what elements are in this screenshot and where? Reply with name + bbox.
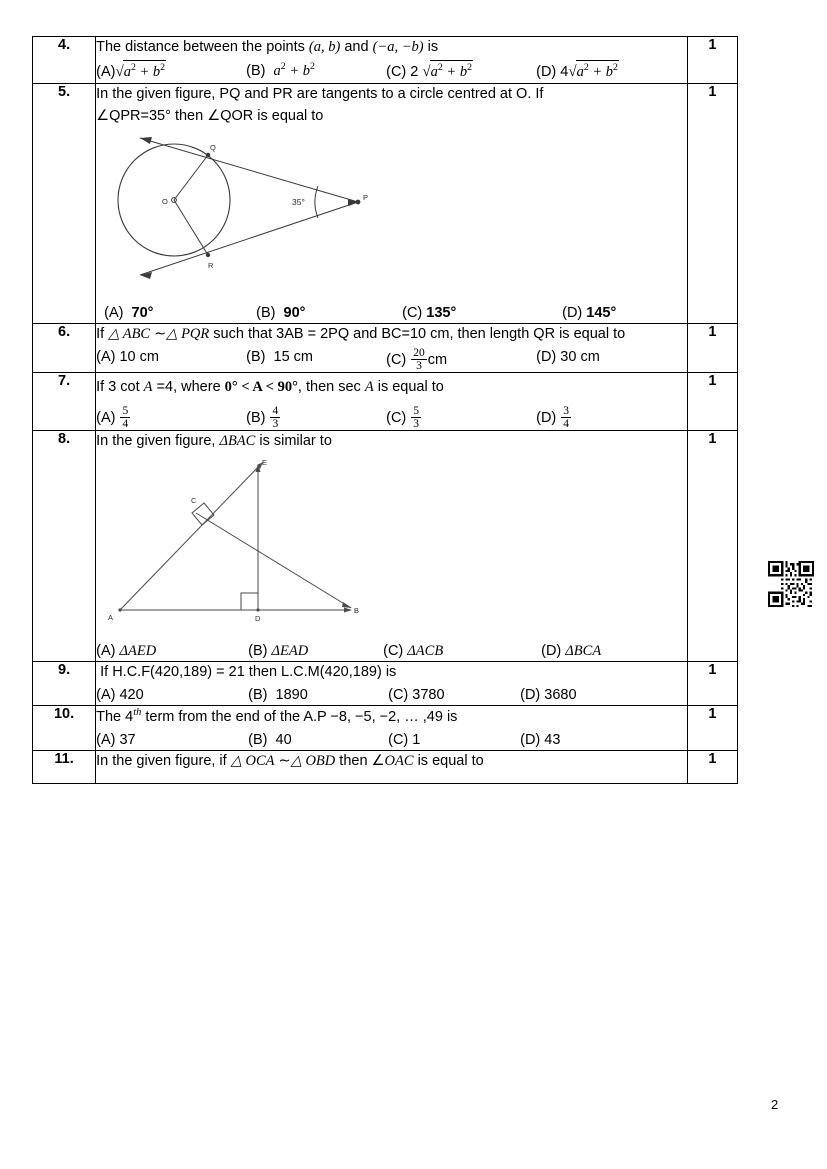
option-label: (C) (386, 409, 407, 426)
circle-tangents-figure (96, 128, 687, 300)
stem-text-c: , then sec (297, 378, 361, 395)
option-label: (C) (386, 351, 407, 368)
label-p: P (363, 192, 369, 202)
sqrt-expression: $√a^2 + b^2$ (568, 62, 618, 80)
option-label: (A) (96, 686, 116, 703)
circle-tangents-svg (96, 128, 628, 300)
option-5-a[interactable] (96, 303, 256, 323)
stem-text-c: such that 3AB = 2PQ and BC=10 cm, then length QR is equal to (209, 325, 626, 342)
option-value: 1 (412, 731, 421, 748)
similar-triangles-figure (96, 453, 687, 638)
option-7-a[interactable] (96, 405, 246, 430)
question-body-6 (96, 323, 688, 372)
sqrt-expression: $√a^2 + b^2$ (115, 62, 166, 80)
option-label: (D) (541, 642, 562, 659)
option-8-c[interactable] (383, 641, 541, 661)
options-10 (96, 730, 687, 750)
fraction-denominator: 4 (122, 417, 129, 430)
stem-text-mid: and (340, 39, 373, 55)
option-label: (B) (248, 731, 268, 748)
questions-table (32, 36, 738, 784)
fraction-denominator: 3 (416, 359, 422, 372)
option-label: (A) (96, 409, 116, 426)
fraction (270, 405, 280, 430)
option-label: (D) (536, 409, 557, 426)
option-value: 15 cm (273, 348, 314, 365)
option-10-d[interactable] (520, 730, 620, 750)
fraction (411, 405, 421, 430)
table-row (33, 372, 738, 430)
label-b: B (354, 605, 360, 615)
option-value: ΔACB (407, 642, 444, 659)
label-r: R (208, 260, 214, 270)
question-stem-8 (96, 431, 687, 451)
question-stem-6 (96, 324, 687, 344)
stem-triangle-abc: △ ABC (108, 325, 151, 342)
option-label: (A) (104, 304, 124, 321)
fraction (120, 405, 130, 430)
option-value: 3780 (412, 686, 445, 703)
options-9 (96, 685, 687, 705)
stem-text-a: The 4 (96, 708, 134, 725)
option-value: 30 cm (560, 348, 600, 365)
marks-6: 1 (687, 323, 737, 372)
stem-text-b: ∼ (274, 752, 291, 769)
option-label: (D) (520, 686, 541, 703)
label-q: Q (210, 142, 216, 152)
option-value: 90° (283, 304, 306, 321)
fraction (561, 405, 571, 430)
fraction-denominator: 3 (413, 417, 420, 430)
stem-text-d: is equal to (413, 752, 484, 769)
options-4 (96, 60, 687, 83)
option-value: 37 (119, 731, 136, 748)
fraction-numerator: 4 (272, 404, 279, 417)
option-label: (B) (246, 348, 266, 365)
question-stem-9: If H.C.F(420,189) = 21 then L.C.M(420,189) is (100, 663, 397, 680)
option-value: 70° (131, 304, 154, 321)
fraction-denominator: 3 (272, 417, 279, 430)
option-label: (C) (388, 731, 409, 748)
question-number-9: 9. (33, 661, 96, 705)
question-number-7: 7. (33, 372, 96, 430)
option-value: ΔEAD (271, 642, 309, 659)
question-body-9 (96, 661, 688, 705)
option-value: ΔAED (119, 642, 157, 659)
marks-7: 1 (687, 372, 737, 430)
page-number: 2 (771, 1097, 779, 1112)
stem-text: The distance between the points (96, 39, 309, 55)
options-8 (96, 641, 687, 661)
option-label: (C) (402, 304, 423, 321)
option-9-a[interactable] (96, 685, 248, 705)
fraction-numerator: 3 (563, 404, 570, 417)
option-value: 420 (119, 686, 144, 703)
stem-triangle-oca: △ OCA (230, 752, 275, 769)
option-label: (C) (388, 686, 409, 703)
stem-var-a2: A (364, 378, 374, 395)
marks-11: 1 (687, 750, 737, 783)
option-label: (D) (520, 731, 541, 748)
question-body-4 (96, 37, 688, 84)
label-d: D (255, 613, 261, 623)
option-label: (A) (96, 642, 116, 659)
question-body-10 (96, 705, 688, 750)
label-o: O (162, 196, 168, 206)
table-row (33, 37, 738, 84)
qr-code (768, 561, 814, 607)
stem-point-neg-ab: (−a, −b) (372, 39, 424, 55)
table-row (33, 661, 738, 705)
stem-text-a: If (96, 325, 109, 342)
option-unit: cm (427, 351, 448, 368)
option-4-b[interactable] (246, 60, 386, 81)
option-label: (D) (536, 348, 557, 365)
options-5 (96, 303, 687, 323)
stem-text-c: then ∠ (335, 752, 385, 769)
stem-ordinal-suffix: th (133, 706, 142, 718)
marks-5: 1 (687, 83, 737, 323)
fraction (411, 347, 427, 372)
option-label: (B) (248, 642, 268, 659)
marks-8: 1 (687, 430, 737, 661)
option-value: 3680 (544, 686, 577, 703)
option-8-b[interactable] (248, 641, 383, 661)
similar-triangles-svg (96, 453, 628, 638)
stem-text-suffix: is (423, 39, 439, 55)
stem-range: 0° < A < 90° (224, 378, 298, 395)
sqrt-expression: $√a^2 + b^2$ (422, 62, 472, 80)
question-body-11 (96, 750, 688, 783)
option-label: (C) (386, 63, 407, 80)
table-row (33, 323, 738, 372)
option-9-c[interactable] (388, 685, 520, 705)
stem-var-a1: A (143, 378, 153, 395)
stem-text-a: In the given figure, if (96, 752, 231, 769)
option-label: (B) (256, 304, 276, 321)
question-number-11: 11. (33, 750, 96, 783)
option-value: 145° (586, 304, 617, 321)
option-value: 10 cm (119, 348, 159, 365)
question-number-8: 8. (33, 430, 96, 661)
question-stem-10 (96, 706, 687, 727)
option-5-b[interactable] (256, 303, 402, 323)
question-number-10: 10. (33, 705, 96, 750)
label-angle-35: 35° (292, 196, 305, 207)
option-7-b[interactable] (246, 405, 386, 430)
question-number-6: 6. (33, 323, 96, 372)
label-c: C (191, 495, 197, 505)
question-number-4: 4. (33, 37, 96, 84)
table-row (33, 430, 738, 661)
option-9-b[interactable] (248, 685, 388, 705)
option-value: 1890 (275, 686, 308, 703)
question-stem-7 (96, 373, 687, 397)
option-label: (C) (383, 642, 404, 659)
option-6-b[interactable] (246, 347, 386, 367)
option-7-d[interactable] (536, 405, 646, 430)
option-label: (D) (562, 304, 583, 321)
question-stem-5-line1: In the given figure, PQ and PR are tangents to a circle centred at O. If (96, 85, 544, 102)
label-e: E (262, 457, 268, 467)
option-5-c[interactable] (402, 303, 562, 323)
option-10-c[interactable] (388, 730, 520, 750)
stem-triangle-obd: △ OBD (290, 752, 336, 769)
option-5-d[interactable] (562, 303, 662, 323)
options-6 (96, 347, 687, 372)
stem-point-ab: (a, b) (308, 39, 341, 55)
question-body-8 (96, 430, 688, 661)
fraction-numerator: 5 (413, 404, 420, 417)
option-9-d[interactable] (520, 685, 620, 705)
option-value: 40 (275, 731, 292, 748)
option-10-b[interactable] (248, 730, 388, 750)
question-body-5 (96, 83, 688, 323)
stem-triangle-bac: ΔBAC (219, 432, 256, 449)
option-label: (D) (536, 63, 557, 80)
stem-text-b: ∼ (150, 325, 167, 342)
option-4-a[interactable] (96, 60, 246, 83)
question-body-7 (96, 372, 688, 430)
option-label: (B) (248, 686, 268, 703)
option-4-d[interactable]: (D) $4√a^2 + b^2$ (536, 60, 646, 83)
option-value: 43 (544, 731, 561, 748)
option-label: (A) (96, 731, 116, 748)
stem-text-a: If 3 cot (96, 378, 140, 395)
marks-10: 1 (687, 705, 737, 750)
stem-text-a: In the given figure, (96, 432, 220, 449)
fraction-denominator: 4 (563, 417, 570, 430)
option-8-a[interactable] (96, 641, 248, 661)
fraction-numerator: 20 (413, 346, 425, 359)
option-value: ΔBCA (565, 642, 602, 659)
question-stem-4 (96, 37, 687, 57)
label-a: A (108, 612, 114, 622)
fraction-numerator: 5 (122, 404, 129, 417)
option-label: (B) (246, 409, 266, 426)
table-row (33, 705, 738, 750)
stem-text-b: term from the end of the A.P −8, −5, −2, … ,49 is (141, 708, 458, 725)
option-6-c[interactable] (386, 347, 536, 372)
option-label: (A) (96, 63, 116, 80)
marks-4: 1 (687, 37, 737, 84)
stem-text-d: is equal to (373, 378, 444, 395)
option-4-c[interactable]: (C) 2 $√a^2 + b^2$ (386, 60, 536, 83)
question-stem-5-line2: ∠QPR=35° then ∠QOR is equal to (96, 107, 324, 124)
option-value: $a^2 + b^2$ (273, 61, 315, 79)
stem-angle-oac: OAC (384, 752, 414, 769)
stem-text-b: =4, where (152, 378, 225, 395)
stem-triangle-pqr: △ PQR (166, 325, 210, 342)
table-row (33, 750, 738, 783)
option-8-d[interactable] (541, 641, 641, 661)
option-7-c[interactable] (386, 405, 536, 430)
stem-text-b: is similar to (255, 432, 332, 449)
option-6-d[interactable] (536, 347, 646, 367)
option-label: (A) (96, 348, 116, 365)
option-value: 135° (426, 304, 457, 321)
question-number-5: 5. (33, 83, 96, 323)
option-10-a[interactable] (96, 730, 248, 750)
marks-9: 1 (687, 661, 737, 705)
qr-code-svg (768, 561, 814, 607)
option-6-a[interactable] (96, 347, 246, 367)
option-label: (B) (246, 62, 266, 79)
question-stem-11 (96, 751, 687, 771)
options-7 (96, 405, 687, 430)
table-row (33, 83, 738, 323)
